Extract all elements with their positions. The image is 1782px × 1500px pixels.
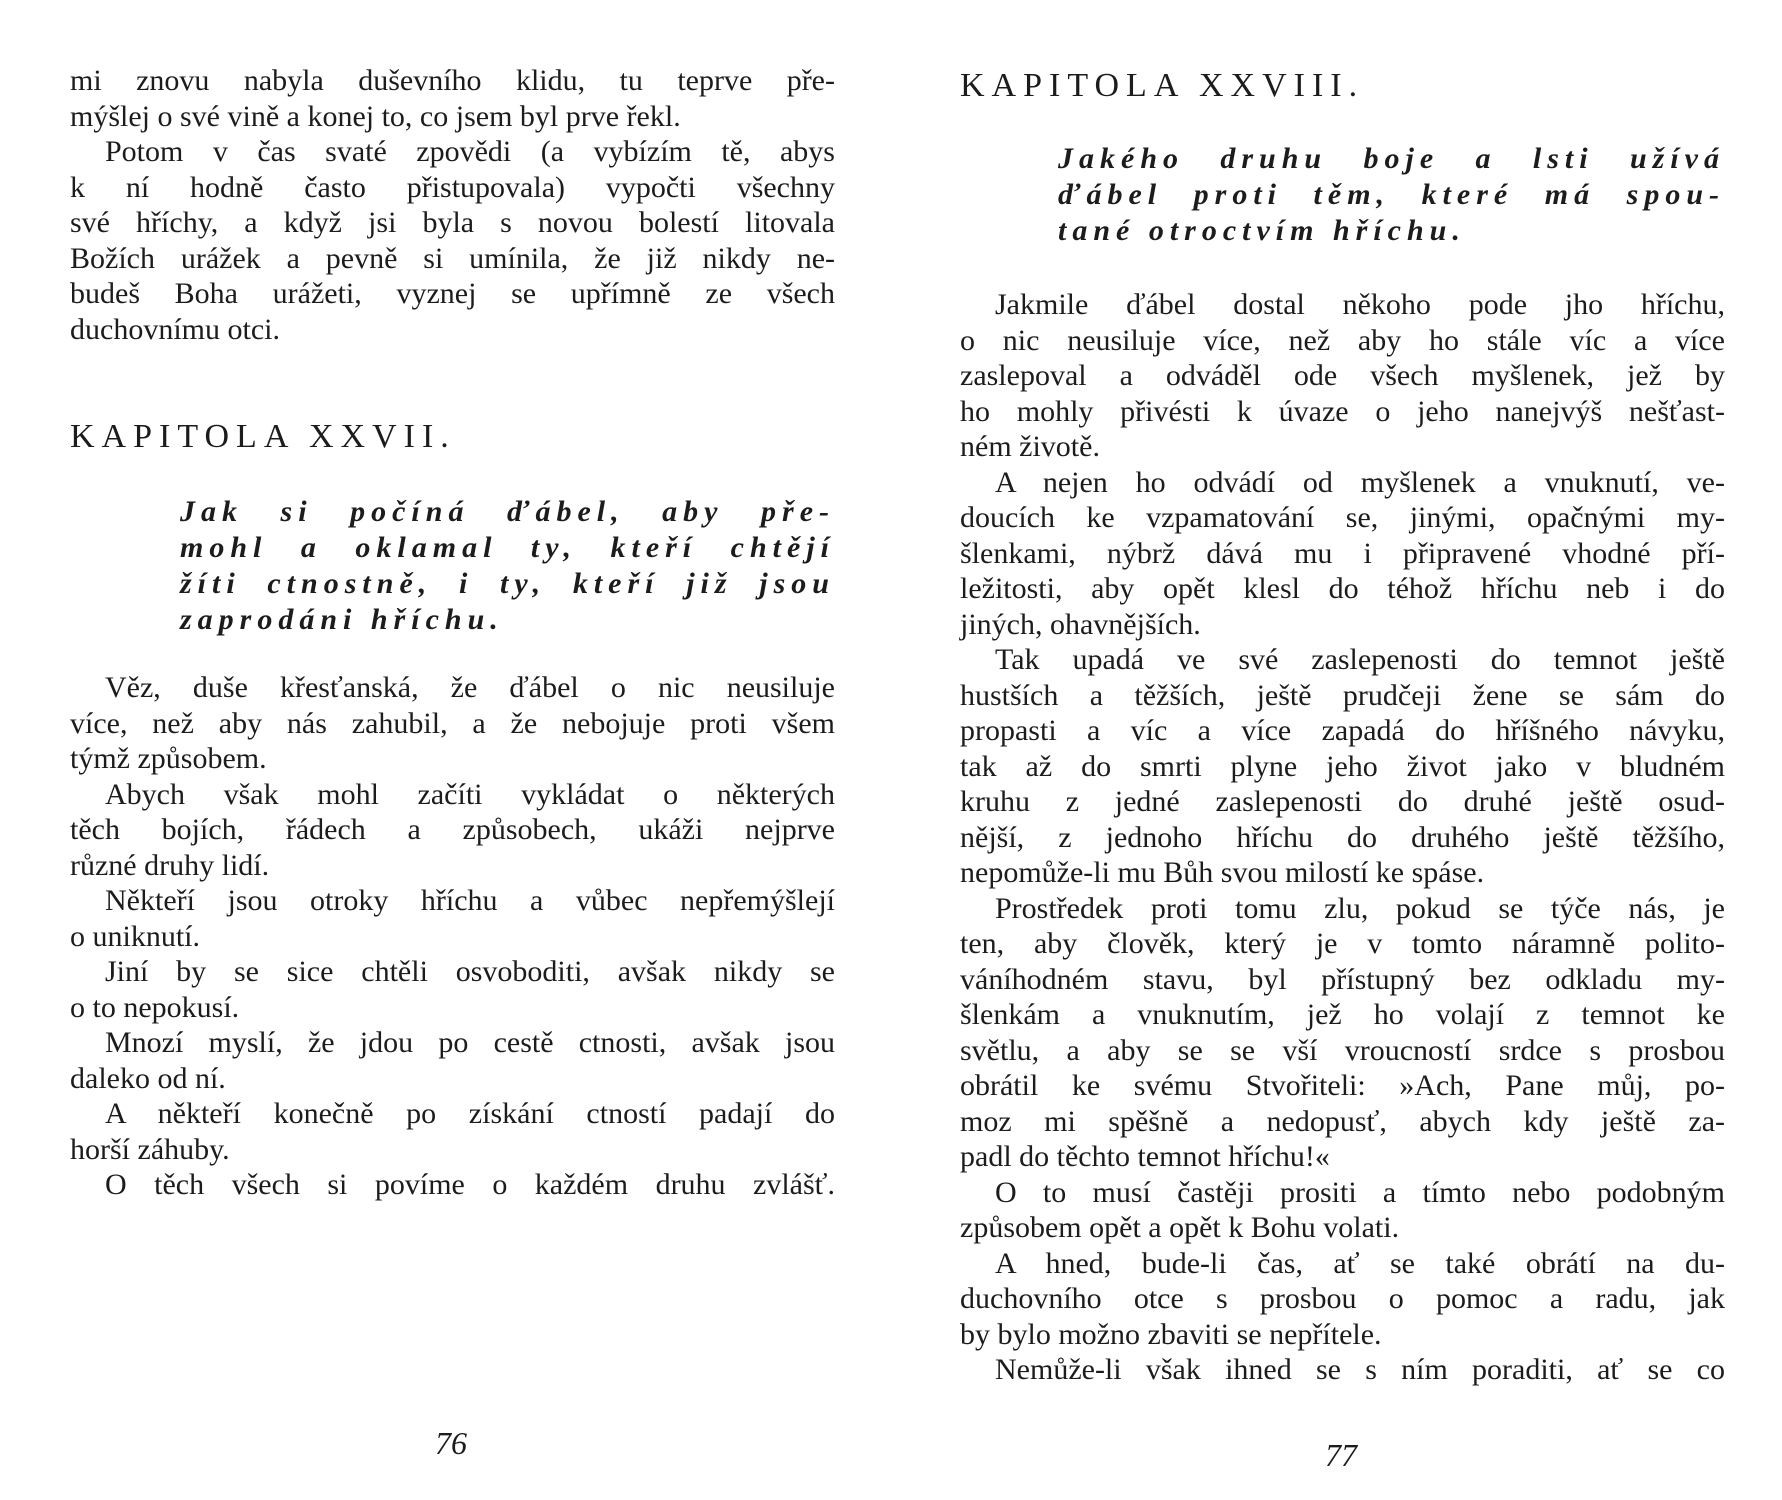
text-line: způsobem opět a opět k Bohu volati. [960, 1211, 1400, 1244]
text-line: Jiní by se sice chtěli osvoboditi, avšak nikdy se [105, 955, 835, 988]
subtitle-line: žíti ctnostně, i ty, kteří již jsou [180, 567, 835, 600]
text-line: ležitosti, aby opět klesl do téhož hříchu neb i do [960, 572, 1725, 605]
text-line: propasti a víc a více zapadá do hříšného návyku, [960, 714, 1725, 747]
text-line: A někteří konečně po získání ctností padají do [105, 1097, 835, 1130]
text-line: Mnozí myslí, že jdou po cestě ctnosti, avšak jsou [105, 1026, 835, 1059]
text-line: ho mohly přivésti k úvaze o jeho nanejvýš nešťast- [960, 394, 1725, 428]
text-line: nepomůže-li mu Bůh svou milostí ke spáse. [960, 856, 1485, 889]
text-line: světlu, a aby se se vší vroucností srdce s prosbou [960, 1033, 1725, 1067]
text-line: Jakmile ďábel dostal někoho pode jho hříchu, [995, 288, 1725, 321]
text-line: Potom v čas svaté zpovědi (a vybízím tě, abys [105, 135, 835, 168]
text-line: mi znovu nabyla duševního klidu, tu teprve pře- [70, 64, 835, 97]
text-line: daleko od ní. [70, 1061, 226, 1095]
text-line: více, než aby nás zahubil, a že nebojuje proti všem [70, 706, 835, 740]
text-line: zaslepoval a odváděl ode všech myšlenek, jež by [960, 359, 1725, 392]
text-line: by bylo možno zbaviti se nepřítele. [960, 1317, 1382, 1351]
chapter-heading: KAPITOLA XXVII. [70, 418, 456, 455]
subtitle-line: Jak si počíná ďábel, aby pře- [180, 495, 835, 528]
chapter-subtitle [1058, 141, 1725, 249]
subtitle-line: ďábel proti těm, které má spou- [1058, 178, 1725, 211]
text-line: padl do těchto temnot hříchu!« [960, 1140, 1330, 1173]
page-number: 77 [1325, 1437, 1357, 1473]
chapter-heading: KAPITOLA XXVIII. [960, 67, 1365, 104]
text-line: A hned, bude-li čas, ať se také obrátí na du- [995, 1246, 1725, 1280]
text-line: A nejen ho odvádí od myšlenek a vnuknutí, ve- [995, 465, 1725, 499]
subtitle-line: mohl a oklamal ty, kteří chtějí [180, 531, 835, 564]
text-line: mýšlej o své vině a konej to, co jsem byl prve řekl. [70, 99, 681, 133]
text-line: duchovního otce s prosbou o pomoc a radu, jak [960, 1282, 1725, 1315]
text-line: budeš Boha urážeti, vyznej se upřímně ze všech [70, 277, 835, 310]
text-line: Nemůže-li však ihned se s ním poraditi, ať se co [995, 1353, 1725, 1386]
subtitle-line: zaprodáni hříchu. [180, 603, 504, 636]
subtitle-line: tané otroctvím hříchu. [1058, 214, 1466, 247]
text-line: váníhodném stavu, byl přístupný bez odkladu my- [960, 962, 1725, 996]
text-line: Tak upadá ve své zaslepenosti do temnot ještě [995, 643, 1725, 676]
text-line: duchovnímu otci. [70, 312, 280, 346]
text-line: jiných, ohavnějších. [960, 607, 1201, 641]
text-line: horší záhuby. [70, 1132, 230, 1166]
text-line: o nic neusiluje více, než aby ho stále víc a více [960, 323, 1725, 357]
text-line: doucích ke vzpamatování se, jinými, opačnými my- [960, 501, 1725, 534]
text-line: ten, aby člověk, který je v tomto náramně polito- [960, 927, 1725, 960]
text-line: tak až do smrti plyne jeho život jako v bludném [960, 749, 1725, 783]
text-line: Božích urážek a pevně si umínila, že již nikdy ne- [70, 241, 835, 275]
text-line: o uniknutí. [70, 919, 201, 953]
text-line: Věz, duše křesťanská, že ďábel o nic neusiluje [105, 671, 835, 704]
text-line: k ní hodně často přistupovala) vypočti všechny [70, 170, 835, 204]
text-line: Někteří jsou otroky hříchu a vůbec nepřemýšlejí [105, 884, 835, 917]
text-line: šlenkami, nýbrž dává mu i připravené vhodné pří- [960, 536, 1725, 570]
right-page [960, 0, 1725, 1500]
text-line: o to nepokusí. [70, 990, 240, 1024]
chapter-body [960, 287, 1725, 1388]
text-line: O těch všech si povíme o každém druhu zvlášť. [105, 1168, 835, 1201]
text-line: hustších a těžších, ještě prudčeji žene se sám do [960, 678, 1725, 712]
text-line: O to musí častěji prositi a tímto nebo podobným [995, 1175, 1725, 1209]
text-line: kruhu z jedné zaslepenosti do druhé ještě osud- [960, 785, 1725, 818]
text-line: moz mi spěšně a nedopusť, abych kdy ještě za- [960, 1104, 1725, 1138]
left-page [70, 0, 835, 1500]
text-line: Prostředek proti tomu zlu, pokud se týče nás, je [995, 891, 1725, 925]
text-line: ném životě. [960, 430, 1100, 463]
chapter-body [70, 670, 835, 1203]
text-line: obrátil ke svému Stvořiteli: »Ach, Pane můj, po- [960, 1069, 1725, 1102]
text-line: těch bojích, řádech a způsobech, ukáži nejprve [70, 813, 835, 846]
continuation-paragraph [70, 63, 835, 347]
text-line: Abych však mohl začíti vykládat o některých [105, 777, 835, 811]
chapter-subtitle [180, 494, 835, 638]
subtitle-line: Jakého druhu boje a lsti užívá [1058, 142, 1725, 175]
text-line: týmž způsobem. [70, 742, 267, 775]
text-line: šlenkám a vnuknutím, jež ho volají z temnot ke [960, 998, 1725, 1031]
text-line: různé druhy lidí. [70, 848, 270, 882]
text-line: nější, z jednoho hříchu do druhého ještě těžšího, [960, 820, 1725, 854]
page-number: 76 [435, 1425, 467, 1461]
text-line: své hříchy, a když jsi byla s novou bolestí litovala [70, 206, 835, 239]
